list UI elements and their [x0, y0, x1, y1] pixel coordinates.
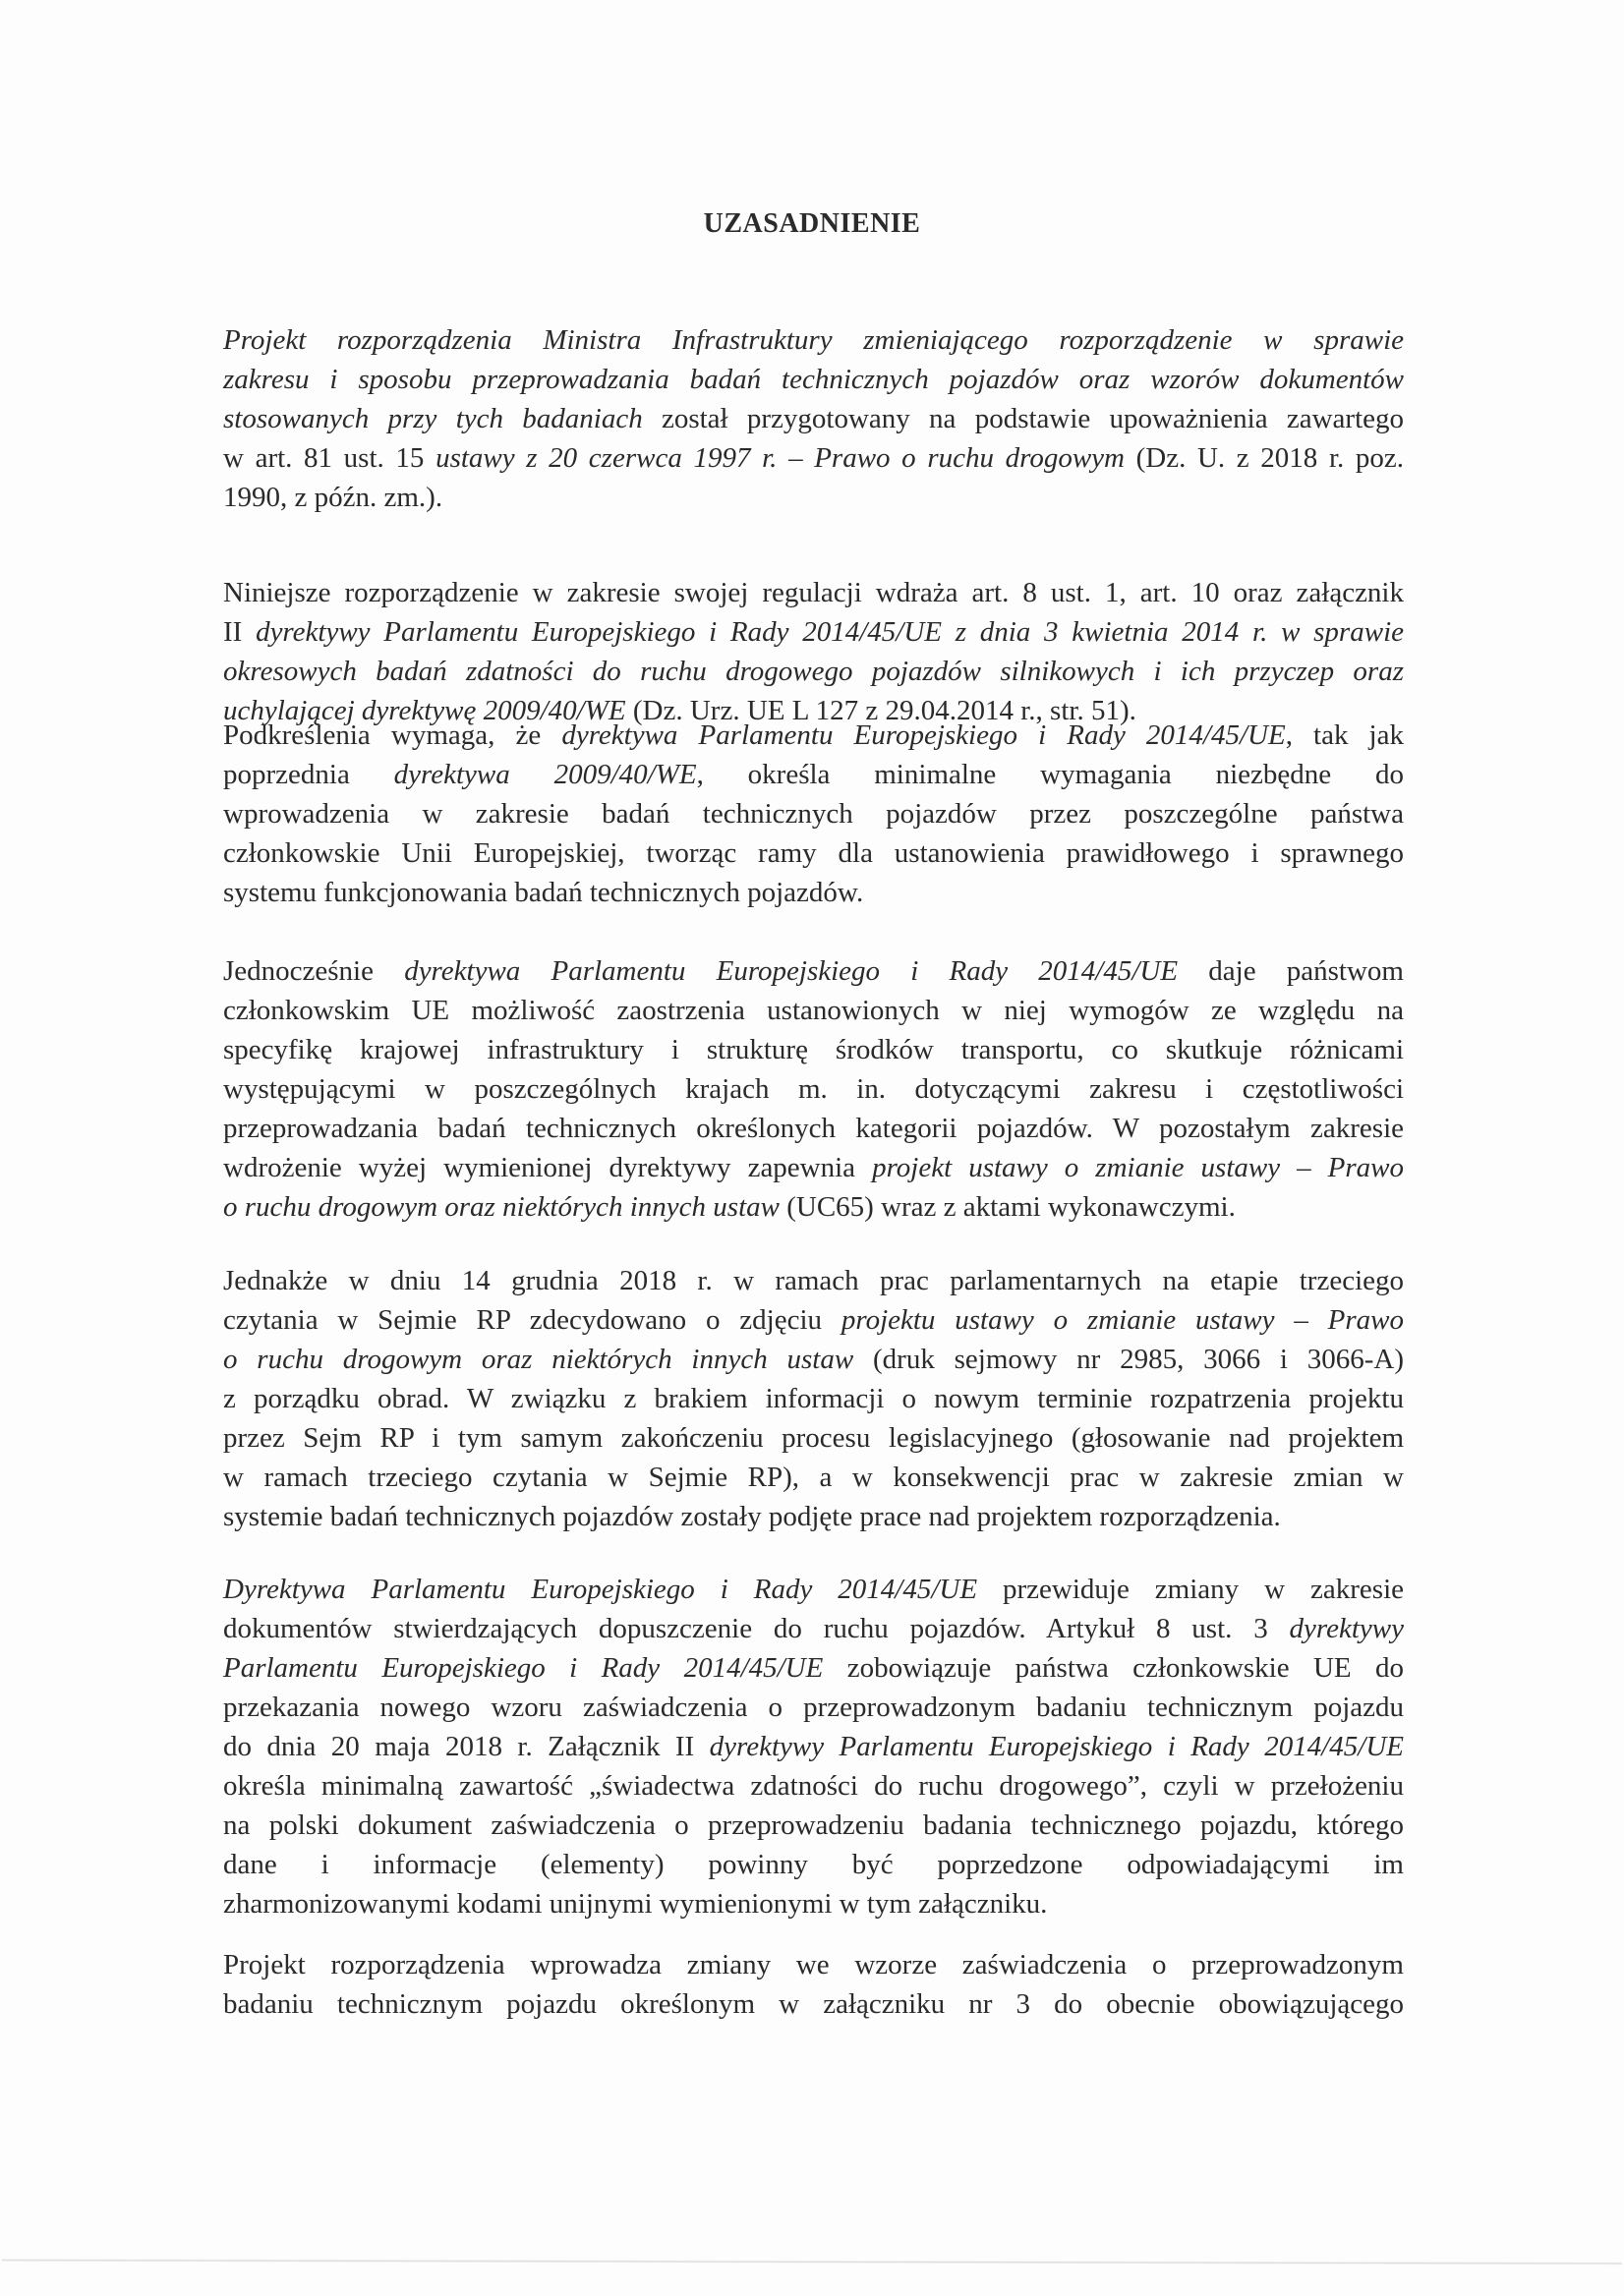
text-segment: na polski dokument zaświadczenia o przeprowadzeniu badania technicznego pojazdu, którego	[223, 1809, 1404, 1841]
text-line	[223, 1187, 1404, 1227]
text-segment: przeprowadzania badań technicznych określonych kategorii pojazdów. W pozostałym zakresie	[223, 1113, 1404, 1144]
text-segment: w ramach trzeciego czytania w Sejmie RP), a w konsekwencji prac w zakresie zmian w	[223, 1462, 1404, 1493]
text-segment: II	[223, 616, 257, 648]
text-segment: określa minimalną zawartość „świadectwa zdatności do ruchu drogowego”, czyli w przełożeniu	[223, 1770, 1404, 1802]
text-line	[223, 360, 1404, 399]
italic-citation: Parlamentu Europejskiego i Rady 2014/45/UE	[223, 1652, 824, 1684]
text-segment: przewiduje zmiany w zakresie	[977, 1574, 1404, 1605]
italic-citation: Dyrektywa Parlamentu Europejskiego i Rady 2014/45/UE	[223, 1574, 978, 1605]
document-title: UZASADNIENIE	[703, 208, 921, 239]
text-line	[223, 755, 1404, 794]
text-segment: , tak jak	[1285, 719, 1404, 751]
italic-citation: okresowych badań zdatności do ruchu drogowego pojazdów silnikowych i ich przyczep oraz	[223, 656, 1404, 687]
text-segment: badaniu technicznym pojazdu określonym w załączniku nr 3 do obecnie obowiązującego	[223, 1988, 1404, 2020]
text-line	[223, 1340, 1404, 1379]
text-segment: występującymi w poszczególnych krajach m. in. dotyczącymi zakresu i częstotliwości	[223, 1073, 1404, 1105]
text-segment: Jednocześnie	[223, 955, 405, 987]
text-segment: poprzednia	[223, 759, 394, 790]
text-line	[223, 833, 1404, 873]
text-segment: Projekt rozporządzenia wprowadza zmiany we wzorze zaświadczenia o przeprowadzonym	[223, 1949, 1404, 1980]
text-segment: zobowiązuje państwa członkowskie UE do	[823, 1652, 1404, 1684]
paragraph	[223, 320, 1404, 517]
text-line	[223, 652, 1404, 691]
italic-citation: o ruchu drogowym oraz niektórych innych ustaw	[223, 1191, 780, 1223]
text-segment: (UC65) wraz z aktami wykonawczymi.	[779, 1191, 1236, 1223]
italic-citation: projekt ustawy o zmianie ustawy – Prawo	[872, 1152, 1404, 1183]
text-segment: czytania w Sejmie RP zdecydowano o zdjęciu	[223, 1304, 841, 1336]
text-line	[223, 1109, 1404, 1148]
text-line	[223, 1069, 1404, 1109]
text-line	[223, 951, 1404, 991]
text-line	[223, 1727, 1404, 1766]
text-segment: członkowskie Unii Europejskiej, tworząc ramy dla ustanowienia prawidłowego i sprawnego	[223, 837, 1404, 869]
italic-citation: dyrektywa 2009/40/WE	[393, 759, 697, 790]
italic-citation: o ruchu drogowym oraz niektórych innych ustaw	[223, 1344, 854, 1375]
text-segment: do dnia 20 maja 2018 r. Załącznik II	[223, 1731, 710, 1762]
text-segment: wdrożenie wyżej wymienionej dyrektywy zapewnia	[223, 1152, 873, 1183]
text-line	[223, 1497, 1404, 1536]
paragraph	[223, 951, 1404, 1227]
text-segment: 1990, z późn. zm.).	[223, 482, 443, 513]
text-line	[223, 1609, 1404, 1648]
text-line	[223, 1300, 1404, 1340]
italic-citation: ustawy z 20 czerwca 1997 r. – Prawo o ruchu drogowym	[435, 442, 1125, 474]
italic-citation: dyrektywy	[1289, 1613, 1404, 1644]
text-line	[223, 1845, 1404, 1884]
text-segment: systemu funkcjonowania badań technicznych pojazdów.	[223, 877, 864, 908]
paragraph	[223, 1945, 1404, 2024]
italic-citation: projektu ustawy o zmianie ustawy – Prawo	[841, 1304, 1404, 1336]
text-line	[223, 1648, 1404, 1688]
text-segment: przekazania nowego wzoru zaświadczenia o przeprowadzonym badaniu technicznym pojazdu	[223, 1692, 1404, 1723]
text-segment: dokumentów stwierdzających dopuszczenie do ruchu pojazdów. Artykuł 8 ust. 3	[223, 1613, 1290, 1644]
paragraph	[223, 716, 1404, 912]
text-line	[223, 399, 1404, 438]
italic-citation: dyrektywy Parlamentu Europejskiego i Rady 2014/45/UE z dnia 3 kwietnia 2014 r. w sprawie	[256, 616, 1404, 648]
text-line	[223, 1030, 1404, 1069]
text-segment: z porządku obrad. W związku z brakiem informacji o nowym terminie rozpatrzenia projektu	[223, 1383, 1404, 1414]
paragraph	[223, 573, 1404, 730]
scan-artifact-line	[2, 2259, 1622, 2265]
text-segment: Niniejsze rozporządzenie w zakresie swojej regulacji wdraża art. 8 ust. 1, art. 10 oraz załącznik	[223, 577, 1404, 608]
italic-citation: Projekt rozporządzenia Ministra Infrastruktury zmieniającego rozporządzenie w sprawie	[223, 324, 1404, 356]
italic-citation: dyrektywa Parlamentu Europejskiego i Rady 2014/45/UE	[404, 955, 1179, 987]
text-segment: został przygotowany na podstawie upoważnienia zawartego	[642, 403, 1404, 434]
text-segment: dane i informacje (elementy) powinny być poprzedzone odpowiadającymi im	[223, 1849, 1404, 1880]
text-segment: (Dz. U. z 2018 r. poz.	[1124, 442, 1405, 474]
italic-citation: zakresu i sposobu przeprowadzania badań technicznych pojazdów oraz wzorów dokumentów	[223, 364, 1404, 395]
text-segment: przez Sejm RP i tym samym zakończeniu procesu legislacyjnego (głosowanie nad projektem	[223, 1422, 1404, 1454]
text-line	[223, 320, 1404, 360]
paragraph	[223, 1261, 1404, 1536]
text-line	[223, 1766, 1404, 1806]
text-segment: systemie badań technicznych pojazdów zostały podjęte prace nad projektem rozporządzenia.	[223, 1501, 1281, 1532]
text-segment: (Dz. Urz. UE L 127 z 29.04.2014 r., str. 51).	[625, 695, 1136, 726]
italic-citation: dyrektywy Parlamentu Europejskiego i Rady 2014/45/UE	[709, 1731, 1404, 1762]
italic-citation: dyrektywa Parlamentu Europejskiego i Rady 2014/45/UE	[561, 719, 1286, 751]
text-line	[223, 1806, 1404, 1845]
text-segment: (druk sejmowy nr 2985, 3066 i 3066-A)	[853, 1344, 1404, 1375]
text-line	[223, 1984, 1404, 2024]
text-line	[223, 1418, 1404, 1458]
text-line	[223, 1688, 1404, 1727]
text-line	[223, 1945, 1404, 1984]
text-line	[223, 1379, 1404, 1418]
text-line	[223, 1148, 1404, 1187]
text-segment: w art. 81 ust. 15	[223, 442, 436, 474]
text-segment: zharmonizowanymi kodami unijnymi wymienionymi w tym załączniku.	[223, 1888, 1048, 1920]
text-segment: daje państwom	[1178, 955, 1404, 987]
text-line	[223, 1570, 1404, 1609]
text-line	[223, 478, 1404, 517]
italic-citation: stosowanych przy tych badaniach	[223, 403, 643, 434]
text-line	[223, 991, 1404, 1030]
text-segment: wprowadzenia w zakresie badań technicznych pojazdów przez poszczególne państwa	[223, 798, 1404, 830]
text-line	[223, 1458, 1404, 1497]
text-segment: , określa minimalne wymagania niezbędne do	[696, 759, 1404, 790]
italic-citation: uchylającej dyrektywę 2009/40/WE	[223, 695, 626, 726]
text-segment: członkowskim UE możliwość zaostrzenia ustanowionych w niej wymogów ze względu na	[223, 995, 1404, 1026]
text-line	[223, 1261, 1404, 1300]
text-line	[223, 794, 1404, 833]
text-line	[223, 716, 1404, 755]
text-line	[223, 1884, 1404, 1923]
text-line	[223, 612, 1404, 652]
paragraph	[223, 1570, 1404, 1923]
text-segment: Jednakże w dniu 14 grudnia 2018 r. w ramach prac parlamentarnych na etapie trzeciego	[223, 1265, 1404, 1296]
text-line	[223, 573, 1404, 612]
text-line	[223, 438, 1404, 478]
text-segment: specyfikę krajowej infrastruktury i strukturę środków transportu, co skutkuje różnicami	[223, 1034, 1404, 1065]
text-segment: Podkreślenia wymaga, że	[223, 719, 562, 751]
text-line	[223, 873, 1404, 912]
